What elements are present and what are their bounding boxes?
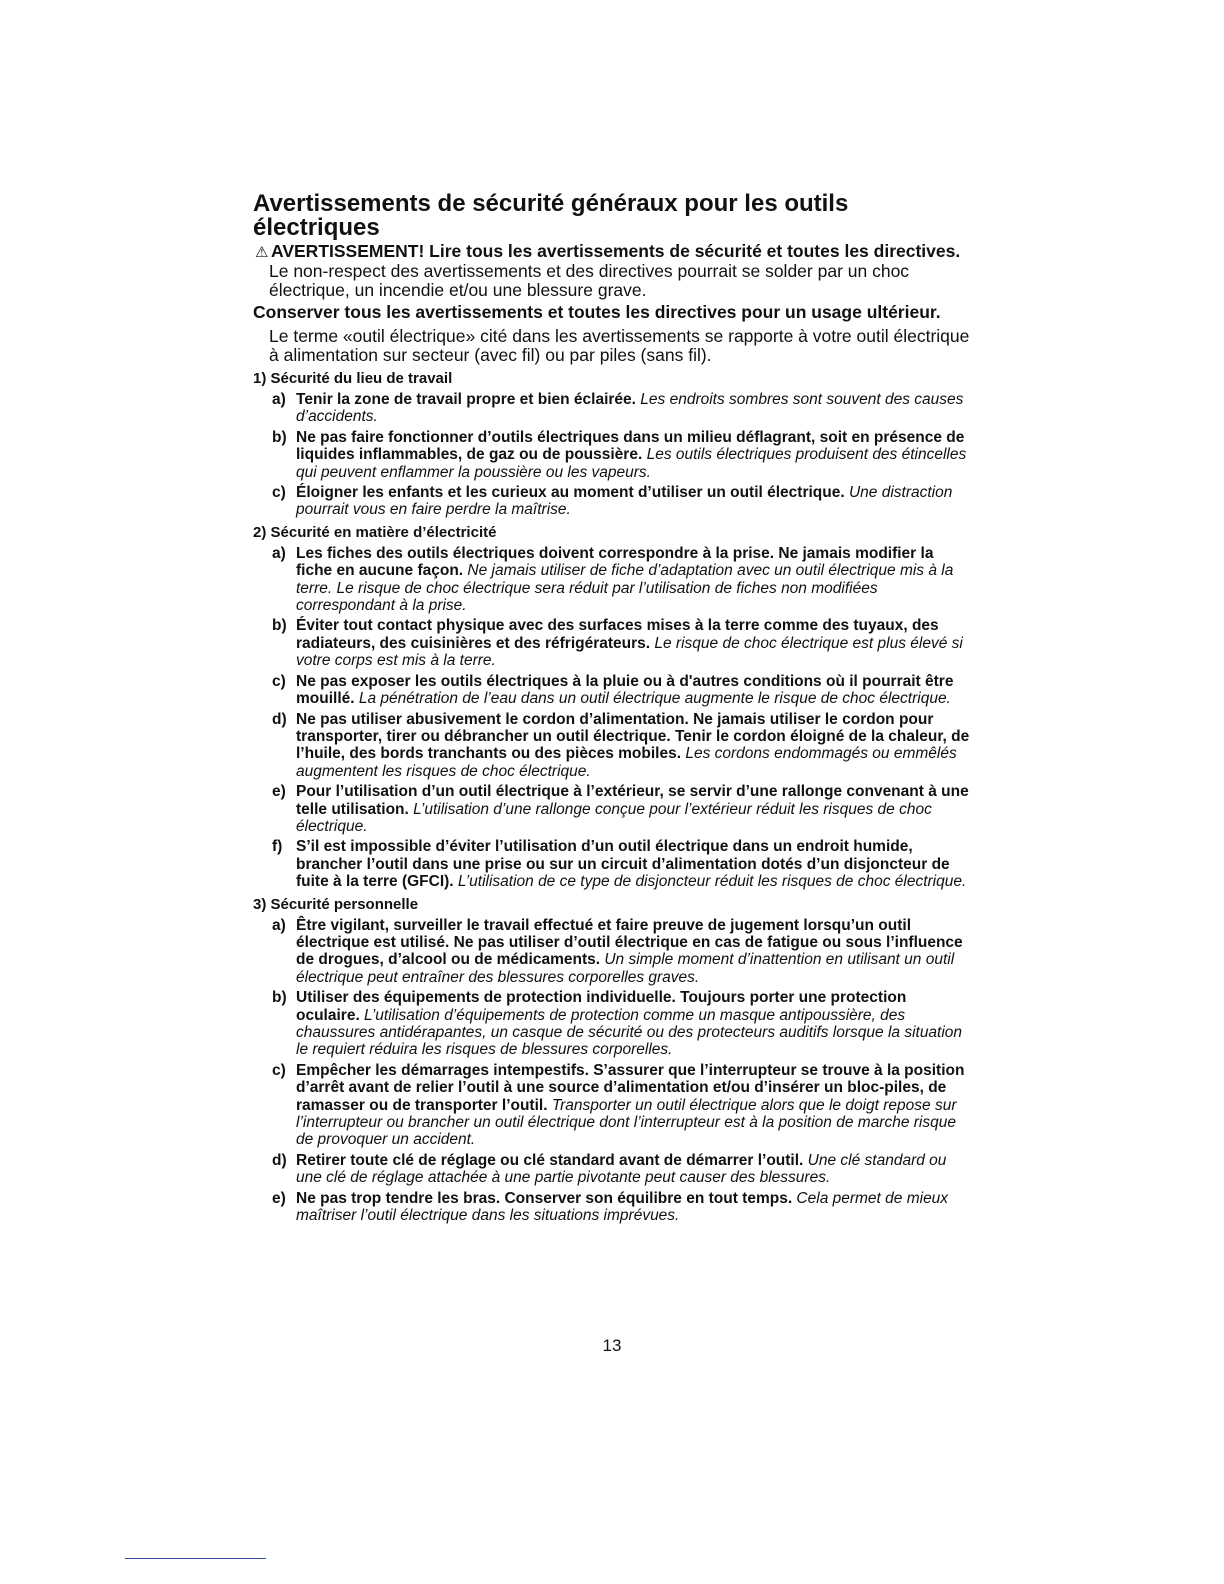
item-letter: e) <box>272 783 286 801</box>
item-letter: d) <box>272 1151 287 1169</box>
item-bold-text: Éviter tout contact physique avec des surfaces mises à la terre comme des tuyaux, des radiateurs, des cuisinières et des réfrigérateurs. <box>296 617 939 652</box>
item-letter: b) <box>272 989 287 1007</box>
list-item <box>253 1152 973 1187</box>
item-letter: b) <box>272 617 287 635</box>
section-heading: 1) Sécurité du lieu de travail <box>253 370 453 387</box>
item-letter: d) <box>272 710 287 728</box>
item-text <box>296 1062 973 1149</box>
item-letter: e) <box>272 1189 286 1207</box>
item-bold-text: S’il est impossible d’éviter l’utilisation d’un outil électrique dans un endroit humide, brancher l’outil dans une prise ou sur un circuit d’alimentation dotés d’un disjoncteur de fuite à la terre (GFCI). <box>296 838 950 891</box>
page-number: 13 <box>602 1336 622 1355</box>
item-bold-text: Être vigilant, surveiller le travail effectué et faire preuve de jugement lorsqu’un outil électrique est utilisé. Ne pas utiliser d’outil électrique en cas de fatigue ou sous l’influence de drogues, d’alcool ou de médicaments. <box>296 916 963 969</box>
item-text <box>296 673 973 708</box>
item-letter: a) <box>272 544 286 562</box>
item-letter: c) <box>272 1061 286 1079</box>
list-item <box>253 484 973 519</box>
footer-rule <box>125 1558 266 1559</box>
list-item <box>253 1190 973 1225</box>
item-italic-text: L’utilisation d’équipements de protection comme un masque antipoussière, des chaussures antidérapantes, un casque de sécurité ou des protecteurs auditifs lorsque la situation le requiert réduira les risques de blessures corporelles. <box>296 1006 963 1059</box>
keep-instructions: Conserver tous les avertissements et toutes les directives pour un usage ultérieur. <box>253 302 941 322</box>
item-text <box>296 429 973 481</box>
section-heading: 3) Sécurité personnelle <box>253 895 419 913</box>
list-item <box>253 989 973 1059</box>
item-letter: a) <box>272 916 286 934</box>
item-italic-text: Transporter un outil électrique alors que le doigt repose sur l’interrupteur ou brancher un outil électrique dont l’interrupteur est à la position de marche risque de provoquer un accident. <box>296 1096 957 1149</box>
warning-text: Le non-respect des avertissements et des directives pourrait se solder par un choc électrique, un incendie et/ou une blessure grave. <box>269 261 910 300</box>
item-italic-text: Un simple moment d’inattention en utilisant un outil électrique peut entraîner des blessures corporelles graves. <box>296 951 955 986</box>
safety-sections <box>253 370 973 1224</box>
item-text <box>296 1152 973 1187</box>
item-bold-text: Empêcher les démarrages intempestifs. S’assurer que l’interrupteur se trouve à la position d’arrêt avant de relier l’outil à une source d’alimentation et/ou d’insérer un bloc-piles, de ramasser ou de transporter l’outil. <box>296 1061 965 1114</box>
item-text <box>296 1190 973 1225</box>
item-italic-text: L’utilisation d’une rallonge conçue pour l’extérieur réduit les risques de choc électrique. <box>296 800 932 835</box>
list-item <box>253 673 973 708</box>
item-text <box>296 989 973 1059</box>
list-item <box>253 617 973 669</box>
list-item <box>253 783 973 835</box>
item-letter: b) <box>272 428 287 446</box>
item-bold-text: Pour l’utilisation d’un outil électrique à l’extérieur, se servir d’une rallonge convenant à une telle utilisation. <box>296 783 969 818</box>
item-text <box>296 838 973 890</box>
section-heading: 2) Sécurité en matière d’électricité <box>253 523 497 541</box>
item-text <box>296 391 973 426</box>
item-bold-text: Ne pas utiliser abusivement le cordon d’alimentation. Ne jamais utiliser le cordon pour transporter, tirer ou débrancher un outil électrique. Tenir le cordon éloigné de la chaleur, de l’huile, des bords tranchants ou des pièces mobiles. <box>296 710 970 763</box>
warning-triangle-icon: ⚠ <box>255 244 269 261</box>
item-italic-text: Les endroits sombres sont souvent des causes d’accidents. <box>296 391 964 426</box>
item-italic-text: La pénétration de l’eau dans un outil électrique augmente le risque de choc électrique. <box>354 690 951 708</box>
item-bold-text: Les fiches des outils électriques doivent correspondre à la prise. Ne jamais modifier la fiche en aucune façon. <box>296 544 934 580</box>
item-italic-text: L’utilisation de ce type de disjoncteur réduit les risques de choc électrique. <box>453 873 967 891</box>
warning-paragraph <box>253 242 973 300</box>
item-italic-text: Les cordons endommagés ou emmêlés augmentent les risques de choc électrique. <box>296 745 957 780</box>
item-letter: a) <box>272 391 286 408</box>
item-letter: c) <box>272 484 286 502</box>
item-bold-text: Ne pas exposer les outils électriques à la pluie ou à d'autres conditions où il pourrait être mouillé. <box>296 672 954 708</box>
item-bold-text: Éloigner les enfants et les curieux au moment d’utiliser un outil électrique. <box>296 484 845 502</box>
item-text <box>296 917 973 987</box>
item-bold-text: Tenir la zone de travail propre et bien éclairée. <box>296 391 636 408</box>
list-item <box>253 391 973 426</box>
term-definition: Le terme «outil électrique» cité dans les avertissements se rapporte à votre outil électrique à alimentation sur secteur (avec fil) ou par piles (sans fil). <box>269 326 970 365</box>
list-item <box>253 711 973 781</box>
page-title: Avertissements de sécurité généraux pour les outils électriques <box>253 190 849 241</box>
item-text <box>296 617 973 669</box>
list-item <box>253 838 973 890</box>
warning-bold-text: AVERTISSEMENT! Lire tous les avertissements de sécurité et toutes les directives. <box>271 241 961 261</box>
item-italic-text: Une distraction pourrait vous en faire perdre la maîtrise. <box>296 484 953 519</box>
item-italic-text: Les outils électriques produisent des étincelles qui peuvent enflammer la poussière ou les vapeurs. <box>296 446 967 481</box>
item-bold-text: Retirer toute clé de réglage ou clé standard avant de démarrer l’outil. <box>296 1151 804 1169</box>
item-text <box>296 711 973 781</box>
item-italic-text: Cela permet de mieux maîtriser l’outil électrique dans les situations imprévues. <box>296 1189 949 1225</box>
item-italic-text: Le risque de choc électrique est plus élevé si votre corps est mis à la terre. <box>296 634 963 670</box>
item-italic-text: Une clé standard ou une clé de réglage attachée à une partie pivotante peut causer des blessures. <box>296 1151 947 1187</box>
item-italic-text: Ne jamais utiliser de fiche d’adaptation avec un outil électrique mis à la terre. Le risque de choc électrique sera réduit par l’utilisation de fiches non modifiées correspondant à la prise. <box>296 562 954 615</box>
item-bold-text: Ne pas trop tendre les bras. Conserver son équilibre en tout temps. <box>296 1189 793 1207</box>
item-bold-text: Ne pas faire fonctionner d’outils électriques dans un milieu déflagrant, soit en présence de liquides inflammables, de gaz ou de poussière. <box>296 428 965 464</box>
item-letter: c) <box>272 672 286 690</box>
item-letter: f) <box>272 838 283 856</box>
list-item <box>253 917 973 987</box>
list-item <box>253 1062 973 1149</box>
document-page <box>253 192 973 1224</box>
item-text <box>296 545 973 615</box>
item-text <box>296 484 973 519</box>
list-item <box>253 429 973 481</box>
item-text <box>296 783 973 835</box>
item-bold-text: Utiliser des équipements de protection individuelle. Toujours porter une protection oculaire. <box>296 989 907 1024</box>
list-item <box>253 545 973 615</box>
